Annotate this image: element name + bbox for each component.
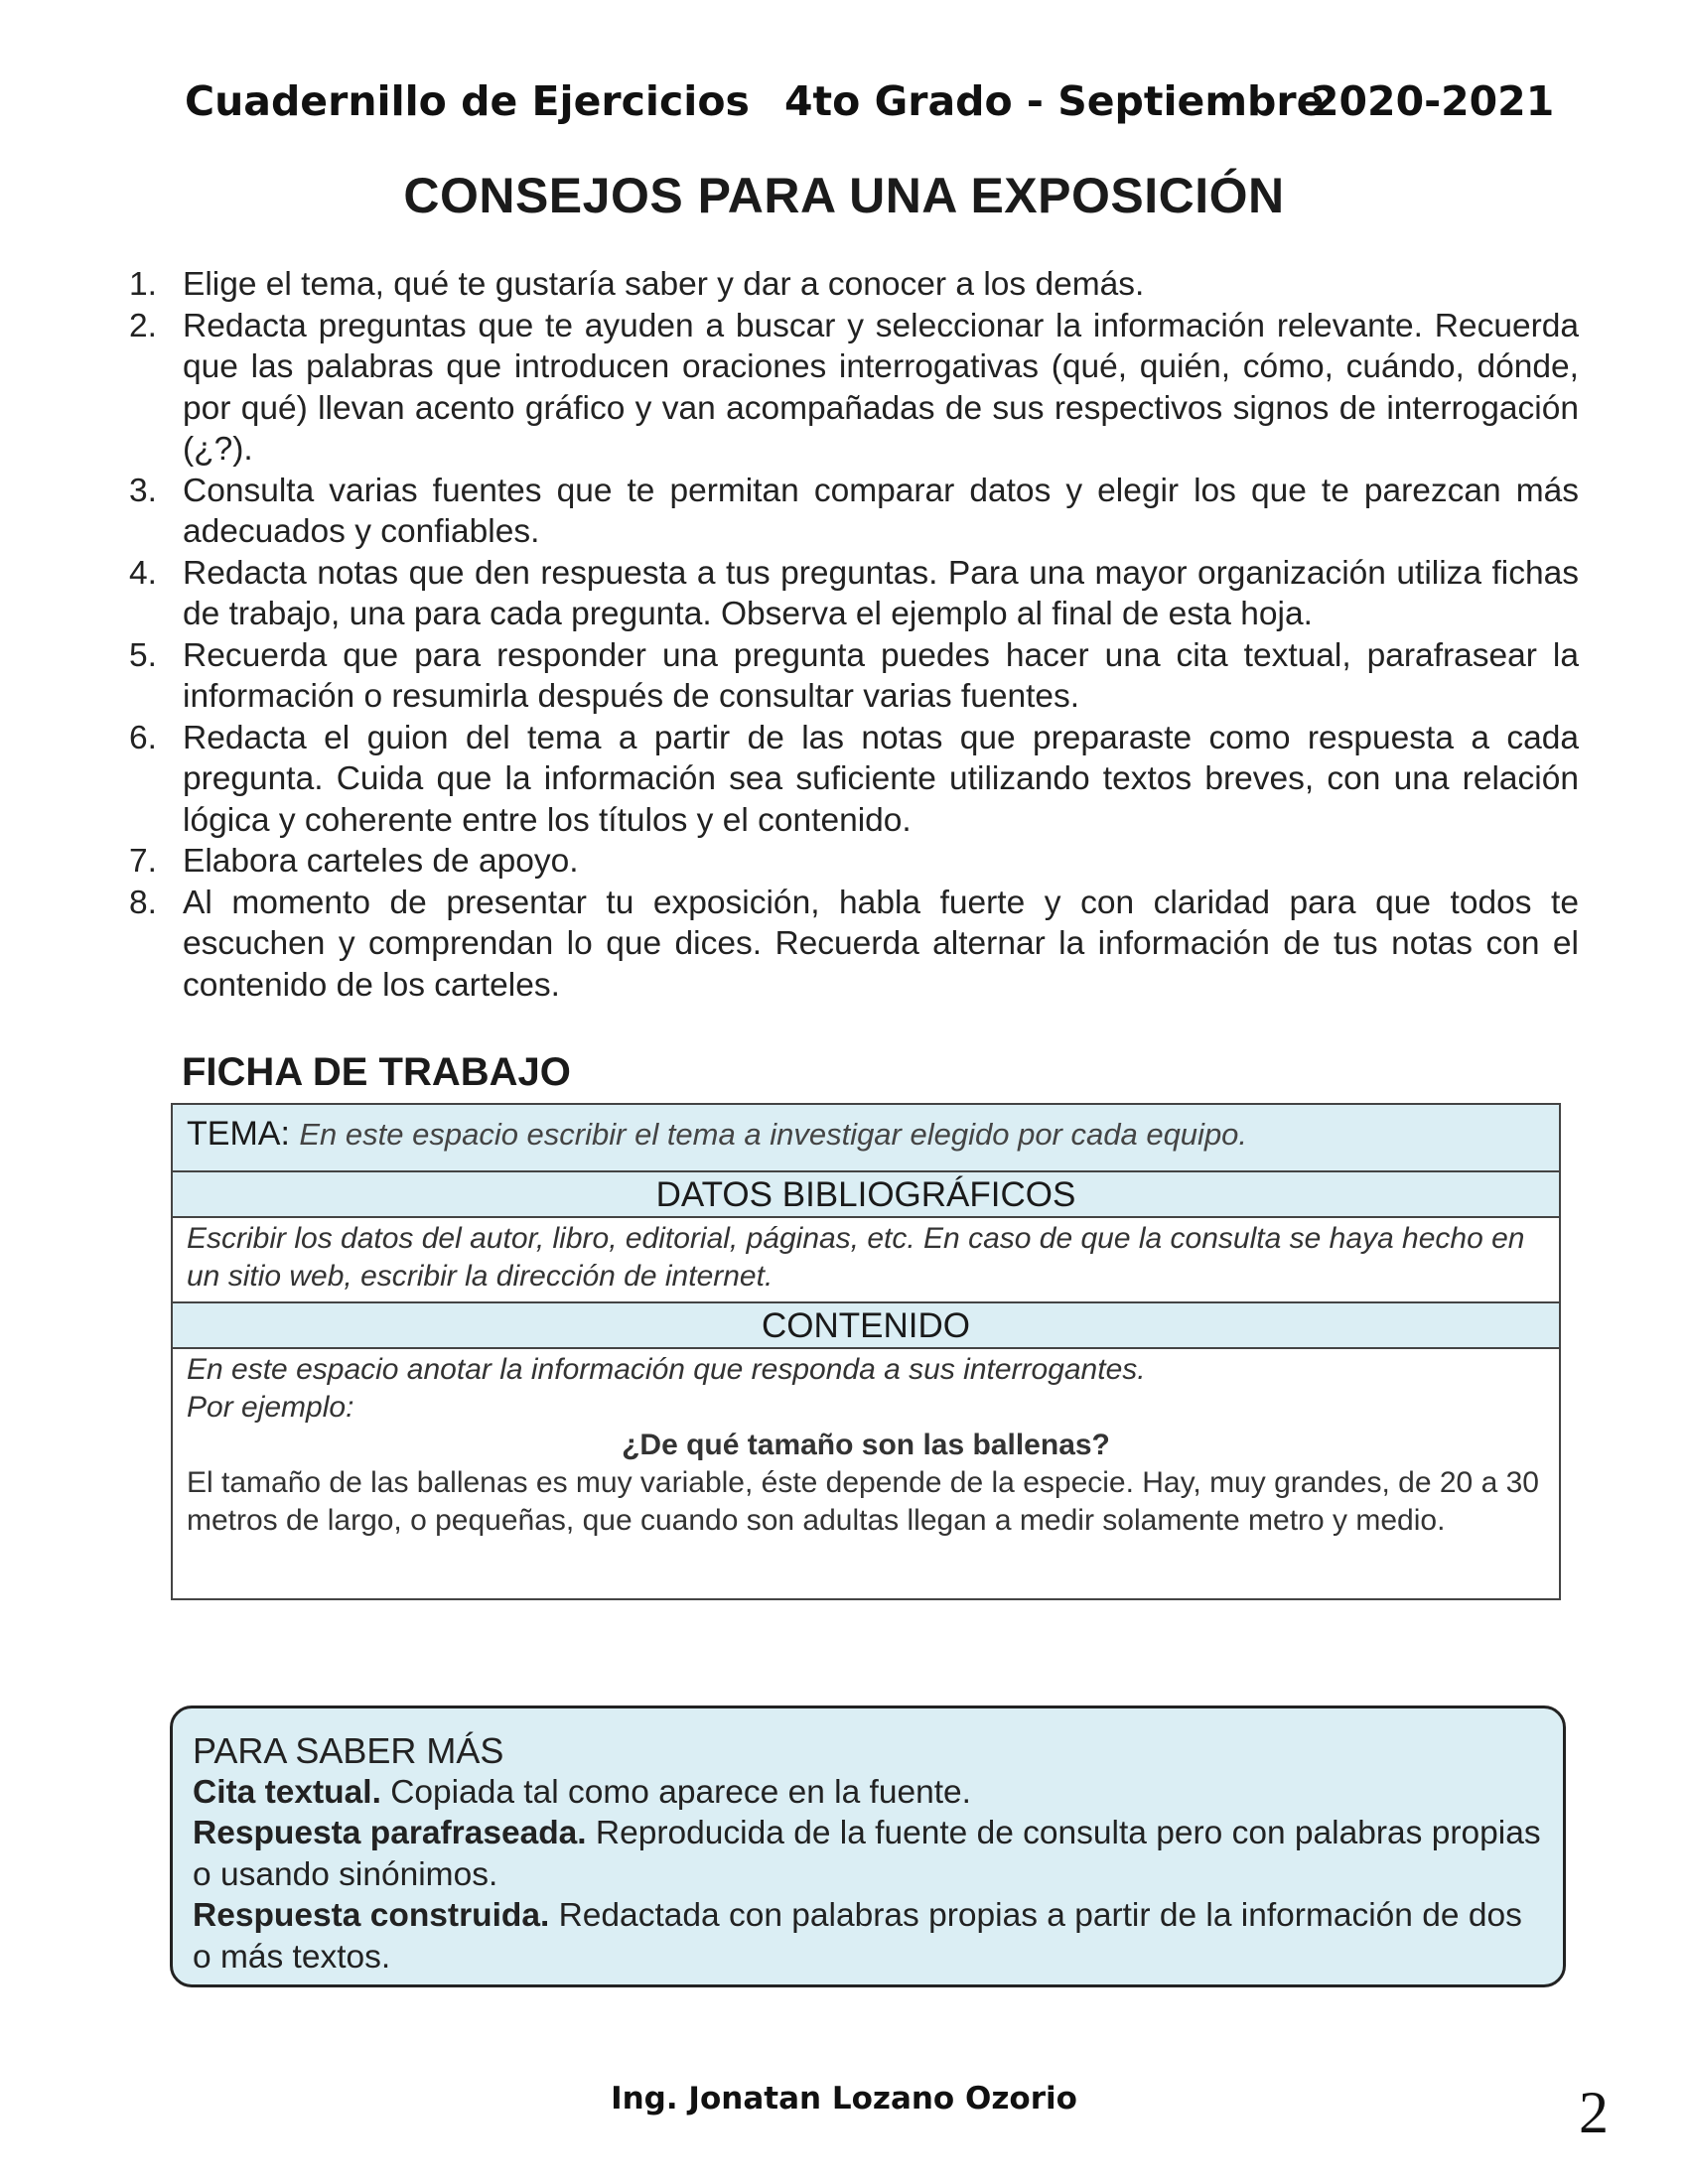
worksheet-title: FICHA DE TRABAJO	[182, 1050, 571, 1094]
bibliography-heading: DATOS BIBLIOGRÁFICOS	[173, 1172, 1559, 1218]
item-number: 5.	[129, 636, 157, 674]
page-number: 2	[1579, 2080, 1609, 2145]
item-text: Consulta varias fuentes que te permitan comparar datos y elegir los que te parezcan más adecuados y confiables.	[183, 472, 1579, 550]
learn-more-box	[170, 1706, 1566, 1987]
learn-more-title: PARA SABER MÁS	[193, 1730, 504, 1771]
topic-row	[173, 1105, 1559, 1172]
list-item	[129, 264, 1579, 306]
item-text: Redacta notas que den respuesta a tus preguntas. Para una mayor organización utiliza fichas de trabajo, una para cada pregunta. Observa el ejemplo al final de esta hoja.	[183, 554, 1579, 632]
content-example-label: Por ejemplo:	[187, 1391, 354, 1424]
item-number: 3.	[129, 472, 157, 509]
definition-term: Cita textual.	[193, 1773, 381, 1811]
definition-term: Respuesta construida.	[193, 1897, 550, 1934]
item-number: 8.	[129, 884, 157, 921]
item-text: Redacta preguntas que te ayuden a buscar y seleccionar la información relevante. Recuerda que las palabras que introducen oraciones interrogativas (qué, quién, cómo, cuándo, dónde, por qué) llevan acento gráfico y van acompañadas de sus respectivos signos de interrogación (¿?).	[183, 307, 1579, 468]
example-answer: El tamaño de las ballenas es muy variable, éste depende de la especie. Hay, muy grandes, de 20 a 30 metros de largo, o pequeñas, que cuando son adultas llegan a medir solamente metro y medio.	[187, 1466, 1539, 1537]
content-heading: CONTENIDO	[173, 1303, 1559, 1349]
item-text: Elige el tema, qué te gustaría saber y dar a conocer a los demás.	[183, 266, 1145, 303]
topic-label: TEMA:	[187, 1115, 290, 1153]
workbook-title: Cuadernillo de Ejercicios	[185, 77, 750, 125]
definition-item	[193, 1772, 1543, 1814]
definition-term: Respuesta parafraseada.	[193, 1815, 587, 1851]
definition-text: Redactada con palabras propias a partir de la información de dos o más textos.	[193, 1897, 1522, 1976]
author-footer: Ing. Jonatan Lozano Ozorio	[611, 2081, 1077, 2116]
topic-value: En este espacio escribir el tema a investigar elegido por cada equipo.	[299, 1117, 1248, 1152]
item-text: Al momento de presentar tu exposición, habla fuerte y con claridad para que todos te escuchen y comprendan lo que dices. Recuerda alternar la información de tus notas con el contenido de los carteles.	[183, 884, 1579, 1004]
definition-item	[193, 1813, 1543, 1895]
item-number: 6.	[129, 719, 157, 756]
bibliography-body: Escribir los datos del autor, libro, editorial, páginas, etc. En caso de que la consulta se haya hecho en un sitio web, escribir la dirección de internet.	[173, 1218, 1559, 1303]
content-intro: En este espacio anotar la información que responda a sus interrogantes.	[187, 1353, 1146, 1386]
school-year: 2020-2021	[1311, 77, 1555, 125]
worksheet-card	[171, 1103, 1561, 1600]
definition-text: Reproducida de la fuente de consulta pero con palabras propias o usando sinónimos.	[193, 1815, 1541, 1893]
item-text: Elabora carteles de apoyo.	[183, 843, 579, 880]
item-text: Redacta el guion del tema a partir de las notas que preparaste como respuesta a cada pregunta. Cuida que la información sea suficiente utilizando textos breves, con una relación lógica y coherente entre los títulos y el contenido.	[183, 719, 1579, 839]
list-item	[129, 883, 1579, 1007]
list-item	[129, 553, 1579, 635]
definition-text: Copiada tal como aparece en la fuente.	[380, 1773, 971, 1811]
list-item	[129, 635, 1579, 718]
item-number: 4.	[129, 554, 157, 592]
content-body	[173, 1349, 1559, 1599]
item-number: 1.	[129, 266, 157, 303]
page-title: CONSEJOS PARA UNA EXPOSICIÓN	[403, 168, 1285, 223]
item-number: 2.	[129, 307, 157, 344]
list-item	[129, 841, 1579, 883]
grade-month: 4to Grado - Septiembre	[784, 77, 1325, 125]
list-item	[129, 471, 1579, 553]
definition-item	[193, 1895, 1543, 1978]
list-item	[129, 306, 1579, 471]
item-number: 7.	[129, 843, 157, 880]
item-text: Recuerda que para responder una pregunta puedes hacer una cita textual, parafrasear la información o resumirla después de consultar varias fuentes.	[183, 636, 1579, 715]
example-question: ¿De qué tamaño son las ballenas?	[622, 1429, 1110, 1461]
list-item	[129, 718, 1579, 842]
tips-list	[129, 264, 1579, 1006]
